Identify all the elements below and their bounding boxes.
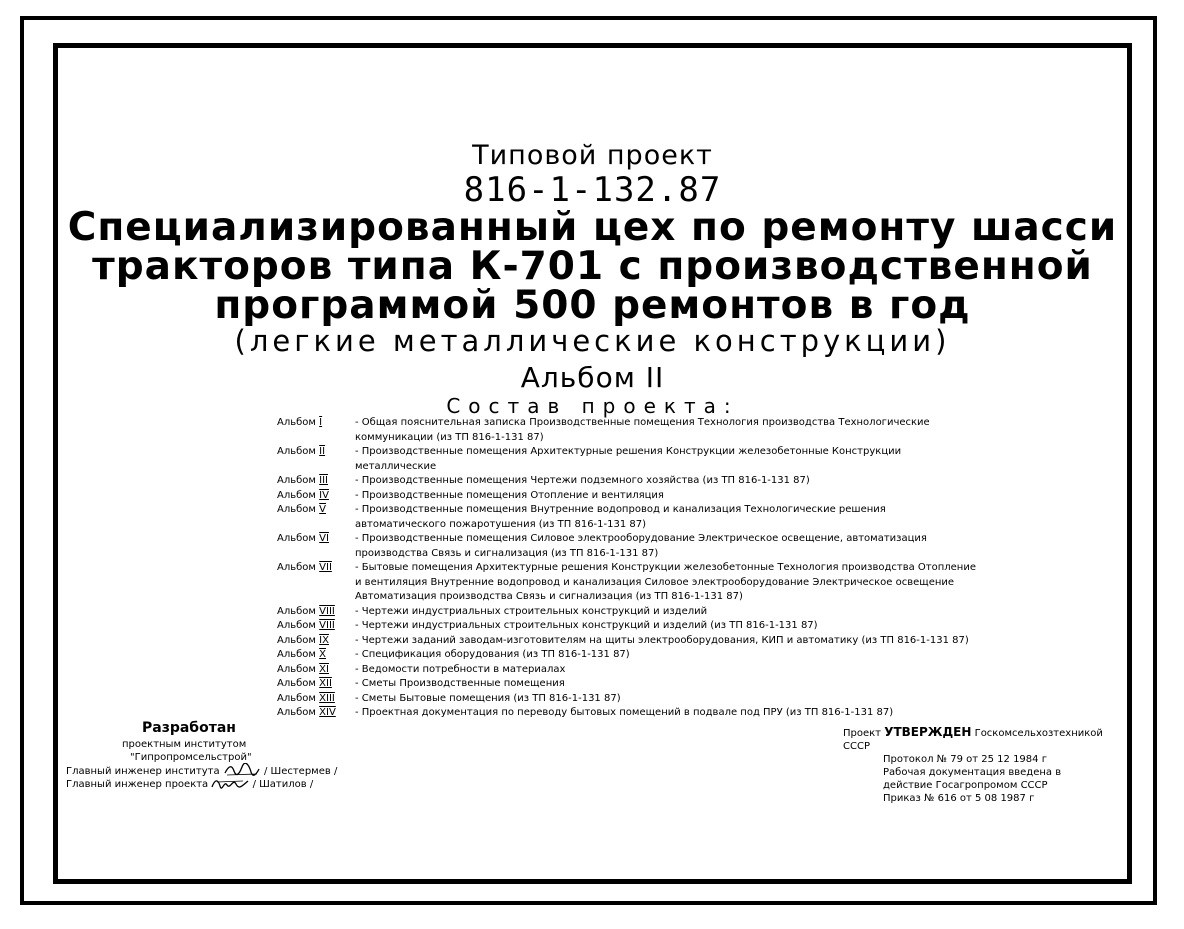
- album-roman: X: [319, 649, 327, 660]
- composition-heading: Состав проекта:: [446, 394, 739, 418]
- album-label: Альбом: [277, 678, 316, 689]
- list-item: [277, 445, 977, 474]
- chief-engineer-institute-label: Главный инженер института: [66, 766, 220, 777]
- album-description: - Сметы Бытовые помещения (из ТП 816-1-131 87): [355, 692, 621, 704]
- album-description: - Производственные помещения Архитектурные решения Конструкции железобетонные Конструкции металлические: [355, 446, 902, 472]
- album-label: Альбом: [277, 692, 316, 704]
- album-list: [277, 416, 977, 721]
- list-item: [277, 677, 977, 692]
- album-description: - Чертежи заданий заводам-изготовителям на щиты электрооборудования, КИП и автоматику (из ТП 816-1-131 87): [355, 634, 969, 646]
- album-roman: XIII: [319, 692, 335, 704]
- album-roman: III: [319, 475, 329, 486]
- working-doc-line-2: действие Госагропромом СССР: [883, 780, 1048, 791]
- album-description: - Производственные помещения Внутренние водопровод и канализация Технологические решения автоматического пожаротушения (из ТП 816-1-131 87): [355, 504, 886, 530]
- project-subtitle: (легкие металлические конструкции): [234, 324, 951, 358]
- list-item: [277, 474, 977, 489]
- list-item: [277, 619, 977, 634]
- approval-prefix: Проект: [843, 728, 882, 739]
- list-item: [277, 663, 977, 678]
- signature-icon: [211, 778, 249, 790]
- album-label: Альбом: [277, 475, 316, 486]
- chief-engineer-institute-name: / Шестермев /: [263, 766, 338, 777]
- title-line-1: Специализированный цех по ремонту шасси: [67, 205, 1118, 250]
- list-item: [277, 532, 977, 561]
- approval-status: УТВЕРЖДЕН: [884, 725, 972, 739]
- album-description: - Ведомости потребности в материалах: [355, 663, 566, 675]
- album-label: Альбом: [277, 649, 316, 660]
- title-line-3: программой 500 ремонтов в год: [214, 283, 971, 328]
- album-label: Альбом: [277, 707, 316, 718]
- album-description: - Производственные помещения Отопление и вентиляция: [355, 489, 664, 501]
- list-item: [277, 634, 977, 649]
- album-roman: V: [319, 504, 326, 515]
- album-roman: XII: [319, 678, 332, 689]
- list-item: [277, 605, 977, 620]
- album-roman: I: [319, 417, 323, 428]
- list-item: [277, 503, 977, 532]
- approval-line: [843, 726, 1133, 753]
- chief-engineer-institute-row: [66, 765, 337, 779]
- album-label: Альбом: [277, 533, 316, 544]
- chief-engineer-project-row: [66, 778, 313, 792]
- developer-line-1: проектным институтом: [122, 739, 247, 750]
- list-item: [277, 648, 977, 663]
- album-label: Альбом: [277, 417, 316, 428]
- list-item: [277, 692, 977, 707]
- list-item: [277, 416, 977, 445]
- protocol-line: Протокол № 79 от 25 12 1984 г: [883, 754, 1047, 765]
- album-label: Альбом: [277, 663, 316, 675]
- list-item: [277, 489, 977, 504]
- album-description: - Производственные помещения Чертежи подземного хозяйства (из ТП 816-1-131 87): [355, 475, 810, 486]
- album-roman: XI: [319, 663, 329, 675]
- list-item: [277, 706, 977, 721]
- list-item: [277, 561, 977, 605]
- album-description: - Проектная документация по переводу бытовых помещений в подвале под ПРУ (из ТП 816-1-131 87): [355, 707, 894, 718]
- album-label: Альбом: [277, 605, 316, 617]
- album-label: Альбом: [277, 504, 316, 515]
- album-label: Альбом: [277, 620, 316, 631]
- album-roman: VI: [319, 533, 329, 544]
- album-roman: IX: [319, 634, 329, 646]
- album-description: - Бытовые помещения Архитектурные решения Конструкции железобетонные Технология производства Отопление и вентиляция Внутренние водопровод и канализация Силовое электрооборудование Электрическое освещение Автоматизация производства Связь и сигнализация (из ТП 816-1-131 87): [355, 562, 976, 602]
- album-roman: II: [319, 446, 326, 457]
- album-label: Альбом: [277, 562, 316, 573]
- title-line-2: тракторов типа К-701 с производственной: [92, 244, 1093, 289]
- project-title: [53, 205, 1132, 328]
- album-description: - Чертежи индустриальных строительных конструкций и изделий (из ТП 816-1-131 87): [355, 620, 818, 631]
- chief-engineer-project-label: Главный инженер проекта: [66, 779, 209, 790]
- approval-block: [843, 726, 1133, 805]
- order-line: Приказ № 616 от 5 08 1987 г: [883, 793, 1035, 804]
- developer-institute: "Гипропромсельстрой": [130, 752, 252, 763]
- album-roman: IV: [319, 489, 329, 501]
- album-description: - Чертежи индустриальных строительных конструкций и изделий: [355, 605, 708, 617]
- album-roman: VIII: [319, 620, 335, 631]
- album-label: Альбом: [277, 634, 316, 646]
- working-doc-line-1: Рабочая документация введена в: [883, 767, 1062, 778]
- album-number: Альбом II: [520, 361, 665, 394]
- album-description: - Общая пояснительная записка Производственные помещения Технология производства Технологические коммуникации (из ТП 816-1-131 87): [355, 417, 930, 443]
- album-description: - Производственные помещения Силовое электрооборудование Электрическое освещение, автоматизация производства Связь и сигнализация (из ТП 816-1-131 87): [355, 533, 927, 559]
- album-description: - Спецификация оборудования (из ТП 816-1-131 87): [355, 649, 630, 660]
- album-roman: XIV: [319, 707, 336, 718]
- album-description: - Сметы Производственные помещения: [355, 678, 565, 689]
- album-roman: VIII: [319, 605, 335, 617]
- approval-authority: Госкомсельхозтехникой СССР: [843, 728, 1103, 752]
- chief-engineer-project-name: / Шатилов /: [252, 779, 314, 790]
- album-label: Альбом: [277, 489, 316, 501]
- project-type: Типовой проект: [472, 140, 713, 171]
- developer-heading: Разработан: [142, 720, 236, 736]
- project-number: 816-1-132.87: [463, 170, 722, 210]
- album-label: Альбом: [277, 446, 316, 457]
- album-roman: VII: [319, 562, 332, 573]
